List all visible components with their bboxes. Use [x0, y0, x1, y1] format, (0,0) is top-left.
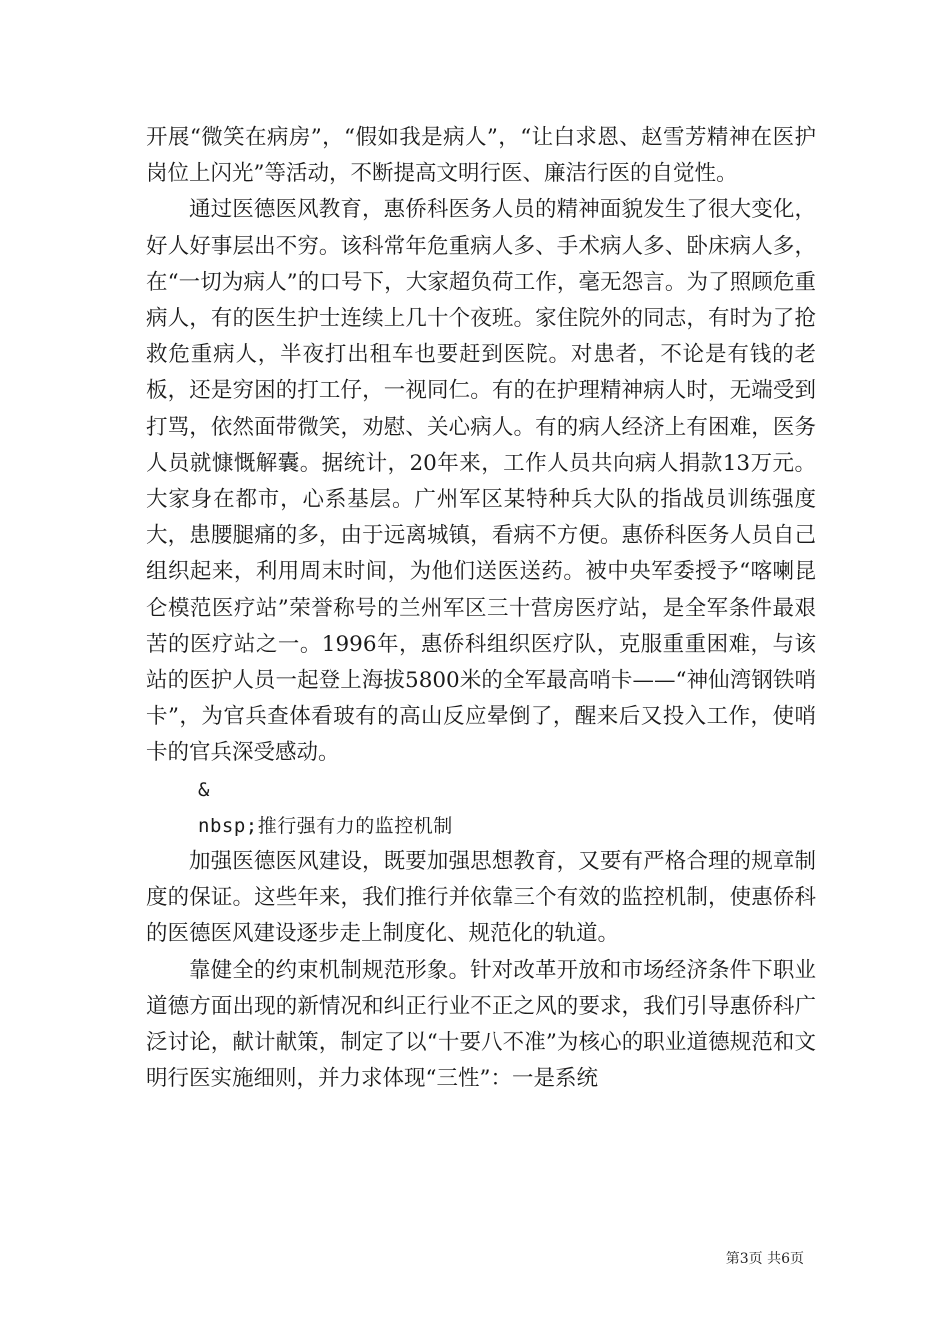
- paragraph-regulations: 加强医德医风建设，既要加强思想教育，又要有严格合理的规章制度的保证。这些年来，我们推行并依靠三个有效的监控机制，使惠侨科的医德医风建设逐步走上制度化、规范化的轨道。: [146, 849, 816, 947]
- paragraph-education-results: 通过医德医风教育，惠侨科医务人员的精神面貌发生了很大变化，好人好事层出不穷。该科常年危重病人多、手术病人多、卧床病人多，在“一切为病人”的口号下，大家超负荷工作，毫无怨言。为了照顾危重病人，有的医生护士连续上几十个夜班。家住院外的同志，有时为了抢救危重病人，半夜打出租车也要赶到医院。对患者，不论是有钱的老板，还是穷困的打工仔，一视同仁。有的在护理精神病人时，无端受到打骂，依然面带微笑，劝慰、关心病人。有的病人经济上有困难，医务人员就慷慨解囊。据统计，20年来，工作人员共向病人捐款13万元。大家身在都市，心系基层。广州军区某特种兵大队的指战员训练强度大，患腰腿痛的多，由于远离城镇，看病不方便。惠侨科医务人员自己组织起来，利用周末时间，为他们送医送药。被中央军委授予“喀喇昆仑模范医疗站”荣誉称号的兰州军区三十营房医疗站，是全军条件最艰苦的医疗站之一。1996年，惠侨科组织医疗队，克服重重困难，与该站的医护人员一起登上海拔5800米的全军最高哨卡——“神仙湾钢铁哨卡”，为官兵查体看玻有的高山反应晕倒了，醒来后又投入工作，使哨卡的官兵深受感动。: [146, 197, 816, 766]
- paragraph-constraint-mechanism: 靠健全的约束机制规范形象。针对改革开放和市场经济条件下职业道德方面出现的新情况和纠正行业不正之风的要求，我们引导惠侨科广泛讨论，献计献策，制定了以“十要八不准”为核心的职业道德规范和文明行医实施细则，并力求体现“三性”：一是系统: [146, 957, 816, 1092]
- paragraph-ampersand-fragment: &: [198, 778, 210, 801]
- document-body: [146, 120, 816, 1097]
- page-number-footer: 第3页 共6页: [725, 1251, 804, 1267]
- paragraph-continuation: 开展“微笑在病房”，“假如我是病人”，“让白求恩、赵雪芳精神在医护岗位上闪光”等活动，不断提高文明行医、廉洁行医的自觉性。: [146, 125, 816, 187]
- section-heading-monitoring: nbsp;推行强有力的监控机制: [198, 814, 453, 837]
